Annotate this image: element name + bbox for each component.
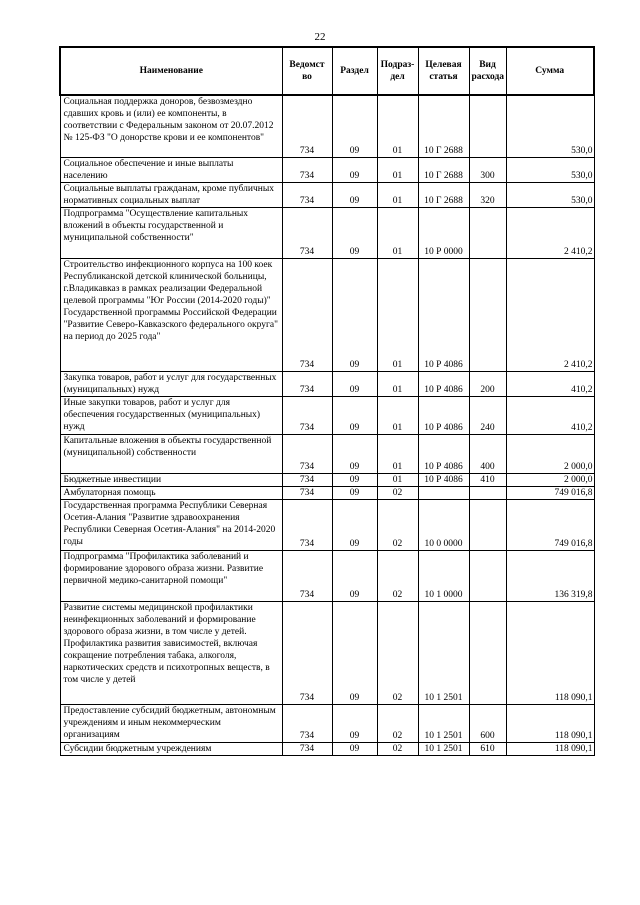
row-dept: 734 xyxy=(282,371,332,396)
row-target: 10 Р 4086 xyxy=(418,396,469,434)
table-row xyxy=(60,499,594,550)
row-target: 10 Г 2688 xyxy=(418,157,469,182)
row-target: 10 1 2501 xyxy=(418,742,469,755)
row-sum: 118 090,1 xyxy=(506,742,594,755)
row-subsection: 01 xyxy=(377,434,418,473)
table-row xyxy=(60,207,594,258)
row-type: 320 xyxy=(469,182,506,207)
table-row xyxy=(60,434,594,473)
row-sum: 118 090,1 xyxy=(506,704,594,742)
row-sum: 410,2 xyxy=(506,396,594,434)
row-dept: 734 xyxy=(282,742,332,755)
row-section: 09 xyxy=(332,486,377,499)
row-dept: 734 xyxy=(282,95,332,157)
row-type xyxy=(469,499,506,550)
table-row xyxy=(60,157,594,182)
row-type xyxy=(469,207,506,258)
header-subsection: Подраз- дел xyxy=(377,47,418,95)
row-type: 610 xyxy=(469,742,506,755)
row-type: 200 xyxy=(469,371,506,396)
row-name: Иные закупки товаров, работ и услуг для обеспечения государственных (муниципальных) нужд xyxy=(60,396,282,434)
row-sum: 530,0 xyxy=(506,182,594,207)
row-target: 10 Р 4086 xyxy=(418,371,469,396)
row-subsection: 01 xyxy=(377,207,418,258)
row-subsection: 01 xyxy=(377,182,418,207)
table-row xyxy=(60,473,594,486)
row-section: 09 xyxy=(332,473,377,486)
header-dept: Ведомст во xyxy=(282,47,332,95)
row-subsection: 01 xyxy=(377,396,418,434)
row-type: 400 xyxy=(469,434,506,473)
row-section: 09 xyxy=(332,704,377,742)
row-dept: 734 xyxy=(282,434,332,473)
row-dept: 734 xyxy=(282,157,332,182)
row-sum: 2 410,2 xyxy=(506,258,594,371)
header-type: Вид расхода xyxy=(469,47,506,95)
row-sum: 410,2 xyxy=(506,371,594,396)
row-type xyxy=(469,486,506,499)
row-section: 09 xyxy=(332,601,377,704)
row-target: 10 Г 2688 xyxy=(418,182,469,207)
row-section: 09 xyxy=(332,371,377,396)
row-subsection: 01 xyxy=(377,95,418,157)
row-section: 09 xyxy=(332,258,377,371)
row-sum: 118 090,1 xyxy=(506,601,594,704)
row-subsection: 01 xyxy=(377,157,418,182)
row-dept: 734 xyxy=(282,704,332,742)
row-name: Капитальные вложения в объекты государственной (муниципальной) собственности xyxy=(60,434,282,473)
row-sum: 2 410,2 xyxy=(506,207,594,258)
row-dept: 734 xyxy=(282,396,332,434)
row-name: Предоставление субсидий бюджетным, автономным учреждениям и иным некоммерческим организациям xyxy=(60,704,282,742)
row-subsection: 01 xyxy=(377,473,418,486)
row-section: 09 xyxy=(332,742,377,755)
row-section: 09 xyxy=(332,95,377,157)
row-dept: 734 xyxy=(282,486,332,499)
row-target: 10 1 0000 xyxy=(418,550,469,601)
row-subsection: 01 xyxy=(377,258,418,371)
row-type xyxy=(469,550,506,601)
row-target: 10 Г 2688 xyxy=(418,95,469,157)
row-target: 10 Р 4086 xyxy=(418,473,469,486)
row-sum: 749 016,8 xyxy=(506,499,594,550)
row-subsection: 02 xyxy=(377,499,418,550)
row-dept: 734 xyxy=(282,182,332,207)
row-name: Бюджетные инвестиции xyxy=(60,473,282,486)
row-sum: 136 319,8 xyxy=(506,550,594,601)
row-subsection: 02 xyxy=(377,550,418,601)
row-dept: 734 xyxy=(282,601,332,704)
row-type: 300 xyxy=(469,157,506,182)
table-row xyxy=(60,396,594,434)
row-sum: 2 000,0 xyxy=(506,473,594,486)
row-section: 09 xyxy=(332,550,377,601)
row-dept: 734 xyxy=(282,499,332,550)
row-name: Закупка товаров, работ и услуг для государственных (муниципальных) нужд xyxy=(60,371,282,396)
row-section: 09 xyxy=(332,157,377,182)
row-sum: 530,0 xyxy=(506,157,594,182)
header-name: Наименование xyxy=(60,47,282,95)
row-name: Социальное обеспечение и иные выплаты населению xyxy=(60,157,282,182)
row-subsection: 01 xyxy=(377,371,418,396)
row-dept: 734 xyxy=(282,258,332,371)
table-row xyxy=(60,550,594,601)
row-subsection: 02 xyxy=(377,486,418,499)
table-row xyxy=(60,742,594,755)
row-name: Социальные выплаты гражданам, кроме публичных нормативных социальных выплат xyxy=(60,182,282,207)
row-name: Субсидии бюджетным учреждениям xyxy=(60,742,282,755)
row-target xyxy=(418,486,469,499)
row-name: Подпрограмма "Профилактика заболеваний и формирование здорового образа жизни. Развитие первичной медико-санитарной помощи" xyxy=(60,550,282,601)
row-section: 09 xyxy=(332,434,377,473)
row-dept: 734 xyxy=(282,207,332,258)
row-type: 240 xyxy=(469,396,506,434)
header-target: Целевая статья xyxy=(418,47,469,95)
table-row xyxy=(60,182,594,207)
row-name: Развитие системы медицинской профилактики неинфекционных заболеваний и формирование здорового образа жизни, в том числе у детей. Профилактика развития зависимостей, включая сокращение потребления табака, алкоголя, наркотических средств и психотропных веществ, в том числе у детей xyxy=(60,601,282,704)
row-target: 10 Р 0000 xyxy=(418,207,469,258)
table-row xyxy=(60,704,594,742)
table-row xyxy=(60,371,594,396)
row-sum: 749 016,8 xyxy=(506,486,594,499)
table-row xyxy=(60,486,594,499)
table-header-row xyxy=(60,47,594,95)
row-type xyxy=(469,95,506,157)
table-row xyxy=(60,601,594,704)
row-name: Строительство инфекционного корпуса на 100 коек Республиканской детской клинической больницы, г.Владикавказ в рамках реализации Федеральной целевой программы "Юг России (2014-2020 годы)" Государственной программы Российской Федерации "Развитие Северо-Кавказского федерального округа" на период до 2025 года" xyxy=(60,258,282,371)
header-section: Раздел xyxy=(332,47,377,95)
row-section: 09 xyxy=(332,207,377,258)
row-dept: 734 xyxy=(282,550,332,601)
row-sum: 2 000,0 xyxy=(506,434,594,473)
row-type: 600 xyxy=(469,704,506,742)
table-row xyxy=(60,95,594,157)
row-target: 10 Р 4086 xyxy=(418,434,469,473)
row-name: Подпрограмма "Осуществление капитальных вложений в объекты государственной и муниципальной собственности" xyxy=(60,207,282,258)
row-subsection: 02 xyxy=(377,704,418,742)
row-name: Социальная поддержка доноров, безвозмездно сдавших кровь и (или) ее компоненты, в соответствии с Федеральным законом от 20.07.2012 № 125-ФЗ "О донорстве крови и ее компонентов" xyxy=(60,95,282,157)
row-target: 10 1 2501 xyxy=(418,704,469,742)
row-sum: 530,0 xyxy=(506,95,594,157)
row-section: 09 xyxy=(332,499,377,550)
row-section: 09 xyxy=(332,182,377,207)
row-name: Государственная программа Республики Северная Осетия-Алания "Развитие здравоохранения Республики Северная Осетия-Алания" на 2014-2020 годы xyxy=(60,499,282,550)
row-subsection: 02 xyxy=(377,601,418,704)
row-type xyxy=(469,258,506,371)
header-sum: Сумма xyxy=(506,47,594,95)
row-section: 09 xyxy=(332,396,377,434)
budget-table xyxy=(59,46,595,756)
row-target: 10 1 2501 xyxy=(418,601,469,704)
row-subsection: 02 xyxy=(377,742,418,755)
row-dept: 734 xyxy=(282,473,332,486)
row-target: 10 Р 4086 xyxy=(418,258,469,371)
table-row xyxy=(60,258,594,371)
row-target: 10 0 0000 xyxy=(418,499,469,550)
page-number: 22 xyxy=(314,31,326,43)
row-name: Амбулаторная помощь xyxy=(60,486,282,499)
row-type xyxy=(469,601,506,704)
row-type: 410 xyxy=(469,473,506,486)
